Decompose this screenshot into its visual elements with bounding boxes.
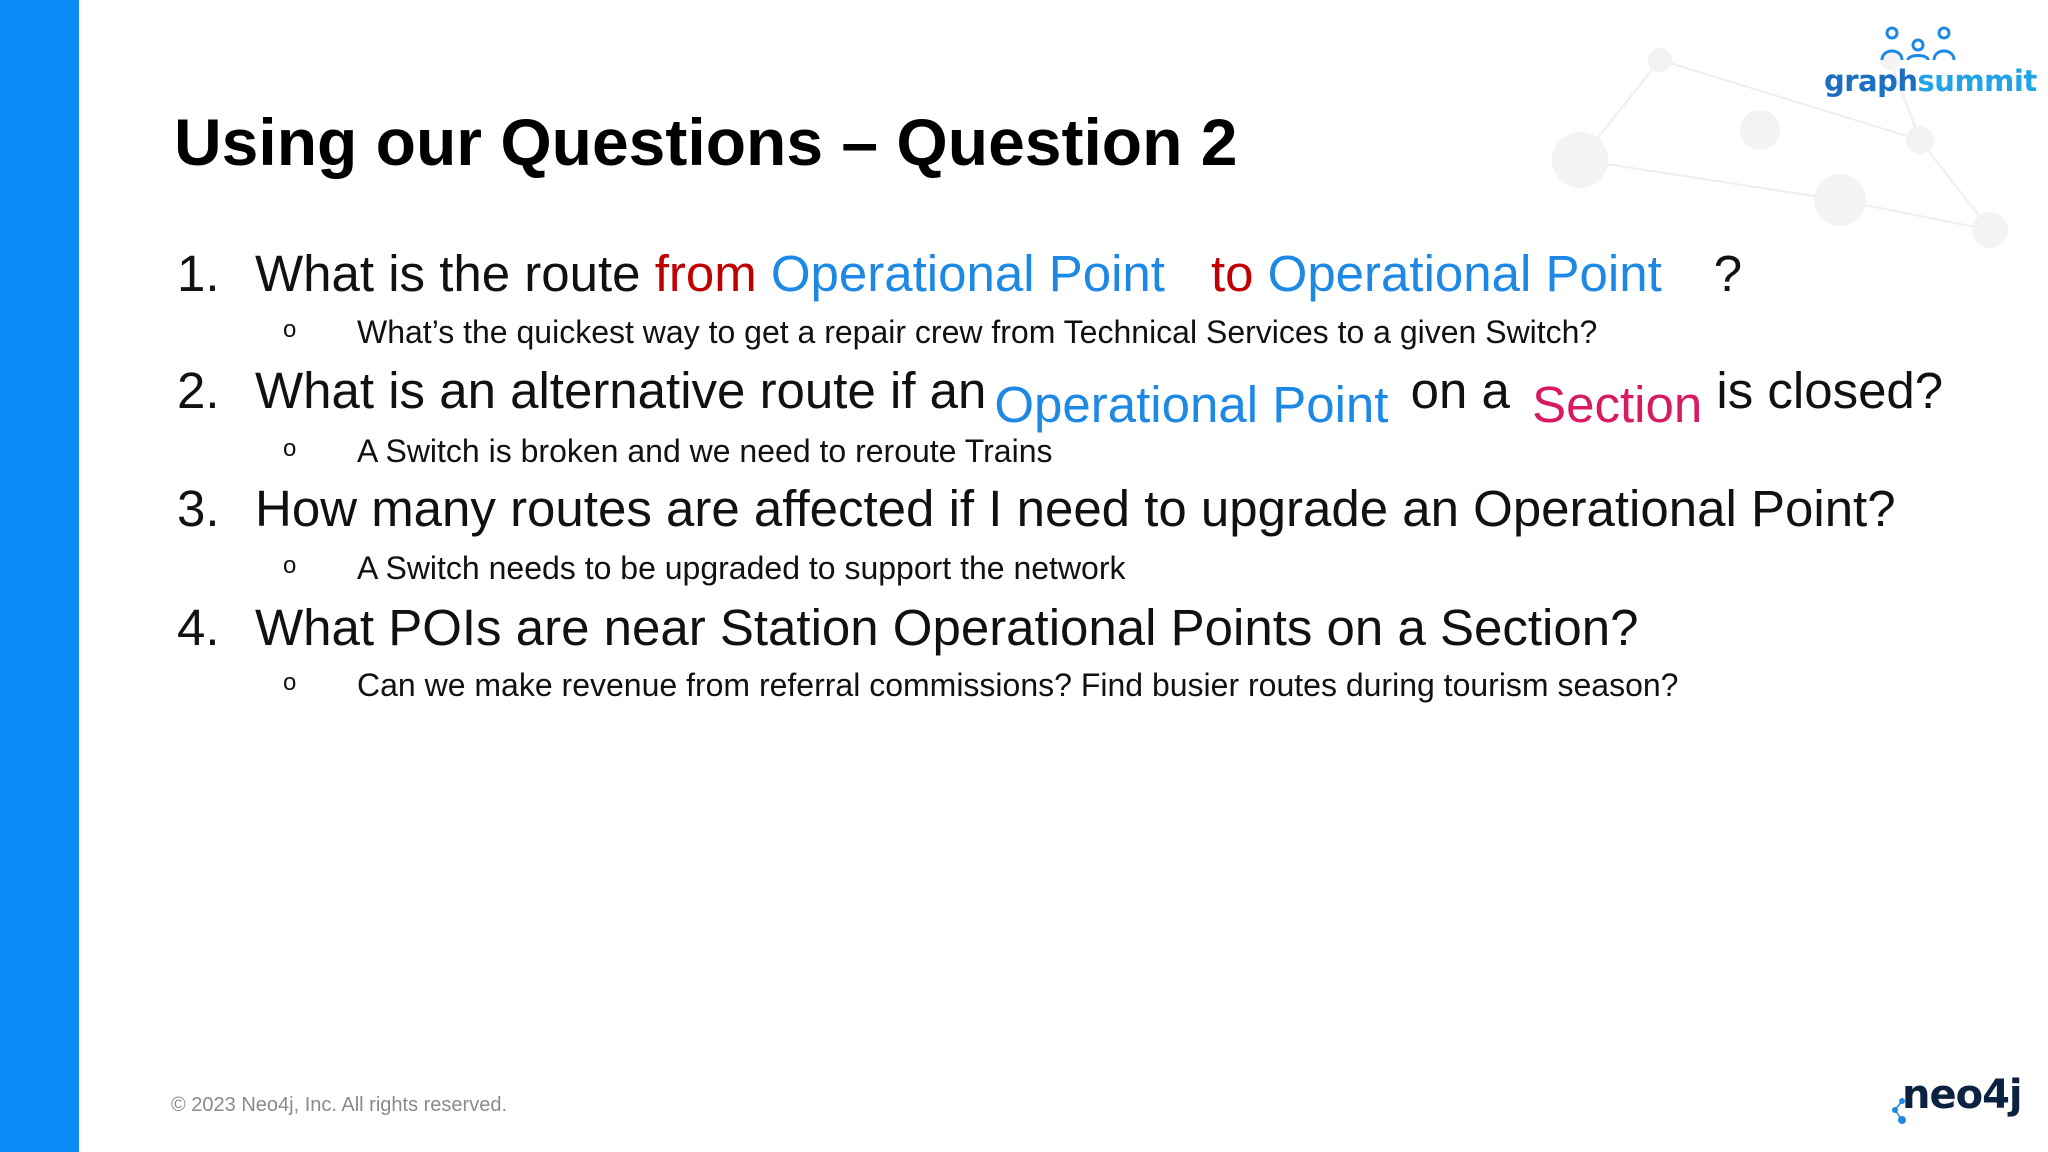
question-1 [177, 244, 1742, 303]
neo4j-logo [1890, 1072, 2022, 1128]
question-text: on a [1396, 362, 1525, 419]
bullet-icon: o [283, 669, 297, 696]
sub-text: A Switch is broken and we need to reroute Trains [357, 433, 1053, 469]
graphsummit-logo [1818, 24, 2037, 104]
label-operational-point: Operational Point [994, 376, 1389, 433]
label-operational-point: Operational Point [1253, 245, 1662, 302]
graphsummit-wordmark: graphsummit [1824, 64, 2037, 98]
slide-title: Using our Questions – Question 2 [174, 105, 1238, 179]
question-number: 3. [177, 480, 220, 537]
label-section: Section [1532, 376, 1703, 433]
people-network-icon [1878, 26, 1958, 62]
bullet-icon: o [283, 435, 297, 462]
question-3 [177, 479, 1896, 538]
sub-bullet-4 [283, 667, 1678, 704]
bullet-icon: o [283, 552, 297, 579]
question-number: 1. [177, 245, 220, 302]
left-accent-bar [0, 0, 79, 1152]
copyright-text: © 2023 Neo4j, Inc. All rights reserved. [171, 1094, 508, 1116]
question-number: 4. [177, 599, 220, 656]
sub-bullet-1 [283, 314, 1597, 351]
sub-bullet-3 [283, 550, 1126, 587]
sub-text: Can we make revenue from referral commissions? Find busier routes during tourism season? [357, 667, 1679, 703]
question-text: What POIs are near Station Operational Points on a Section? [255, 599, 1639, 656]
question-text: What is an alternative route if an [255, 362, 987, 419]
sub-text: What’s the quickest way to get a repair crew from Technical Services to a given Switch? [357, 314, 1598, 350]
question-text: How many routes are affected if I need to upgrade an Operational Point? [255, 480, 1896, 537]
keyword-to: to [1210, 245, 1254, 302]
question-text: What is the route [255, 245, 655, 302]
question-text: is closed? [1702, 362, 1944, 419]
question-4 [177, 598, 1638, 657]
bullet-icon: o [283, 316, 297, 343]
neo4j-wordmark: neo4j [1902, 1072, 2022, 1118]
question-mark: ? [1713, 245, 1743, 302]
keyword-from: from [654, 245, 757, 302]
sub-bullet-2 [283, 433, 1053, 470]
label-operational-point: Operational Point [756, 245, 1165, 302]
question-number: 2. [177, 362, 220, 419]
sub-text: A Switch needs to be upgraded to support the network [357, 550, 1126, 586]
question-2 [177, 361, 1944, 433]
